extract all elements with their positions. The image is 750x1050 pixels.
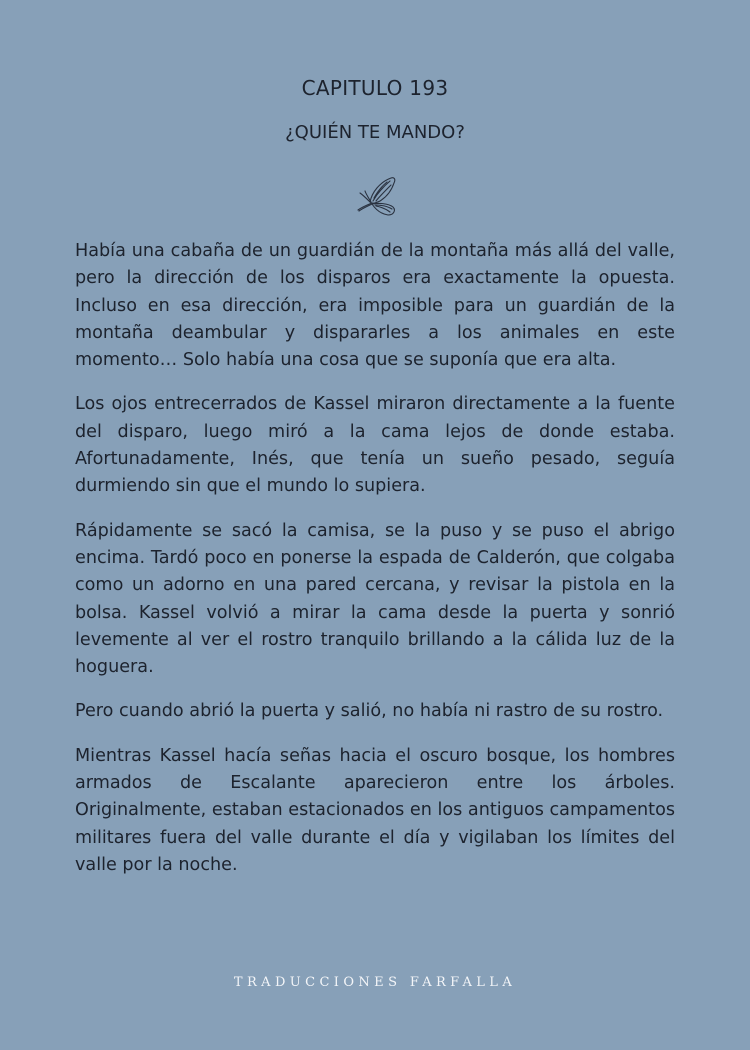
chapter-body	[75, 238, 675, 896]
paragraph-4: Pero cuando abrió la puerta y salió, no había ni rastro de su rostro.	[75, 701, 664, 722]
butterfly-icon	[350, 174, 400, 218]
paragraph-1: Había una cabaña de un guardián de la montaña más allá del valle, pero la dirección de los disparos era exactamente la opuesta. Incluso en esa dirección, era imposible para un guardián de la montaña deambular y dispararles a los animales en este momento… Solo había una cosa que se suponía que era alta.	[75, 241, 675, 371]
footer-credit: TRADUCCIONES FARFALLA	[233, 975, 517, 990]
paragraph-2: Los ojos entrecerrados de Kassel miraron directamente a la fuente del disparo, luego miró a la cama lejos de donde estaba. Afortunadamente, Inés, que tenía un sueño pesado, seguía durmiendo sin que el mundo lo supiera.	[75, 394, 675, 497]
paragraph-5: Mientras Kassel hacía señas hacia el oscuro bosque, los hombres armados de Escalante aparecieron entre los árboles. Originalmente, estaban estacionados en los antiguos campamentos militares fuera del valle durante el día y vigilaban los límites del valle por la noche.	[75, 745, 675, 875]
chapter-title: CAPITULO 193	[301, 76, 449, 100]
chapter-subtitle: ¿QUIÉN TE MANDO?	[285, 122, 465, 143]
paragraph-3: Rápidamente se sacó la camisa, se la puso y se puso el abrigo encima. Tardó poco en ponerse la espada de Calderón, que colgaba como un adorno en una pared cercana, y revisar la pistola en la bolsa. Kassel volvió a mirar la cama desde la puerta y sonrió levemente al ver el rostro tranquilo brillando a la cálida luz de la hoguera.	[75, 520, 675, 678]
